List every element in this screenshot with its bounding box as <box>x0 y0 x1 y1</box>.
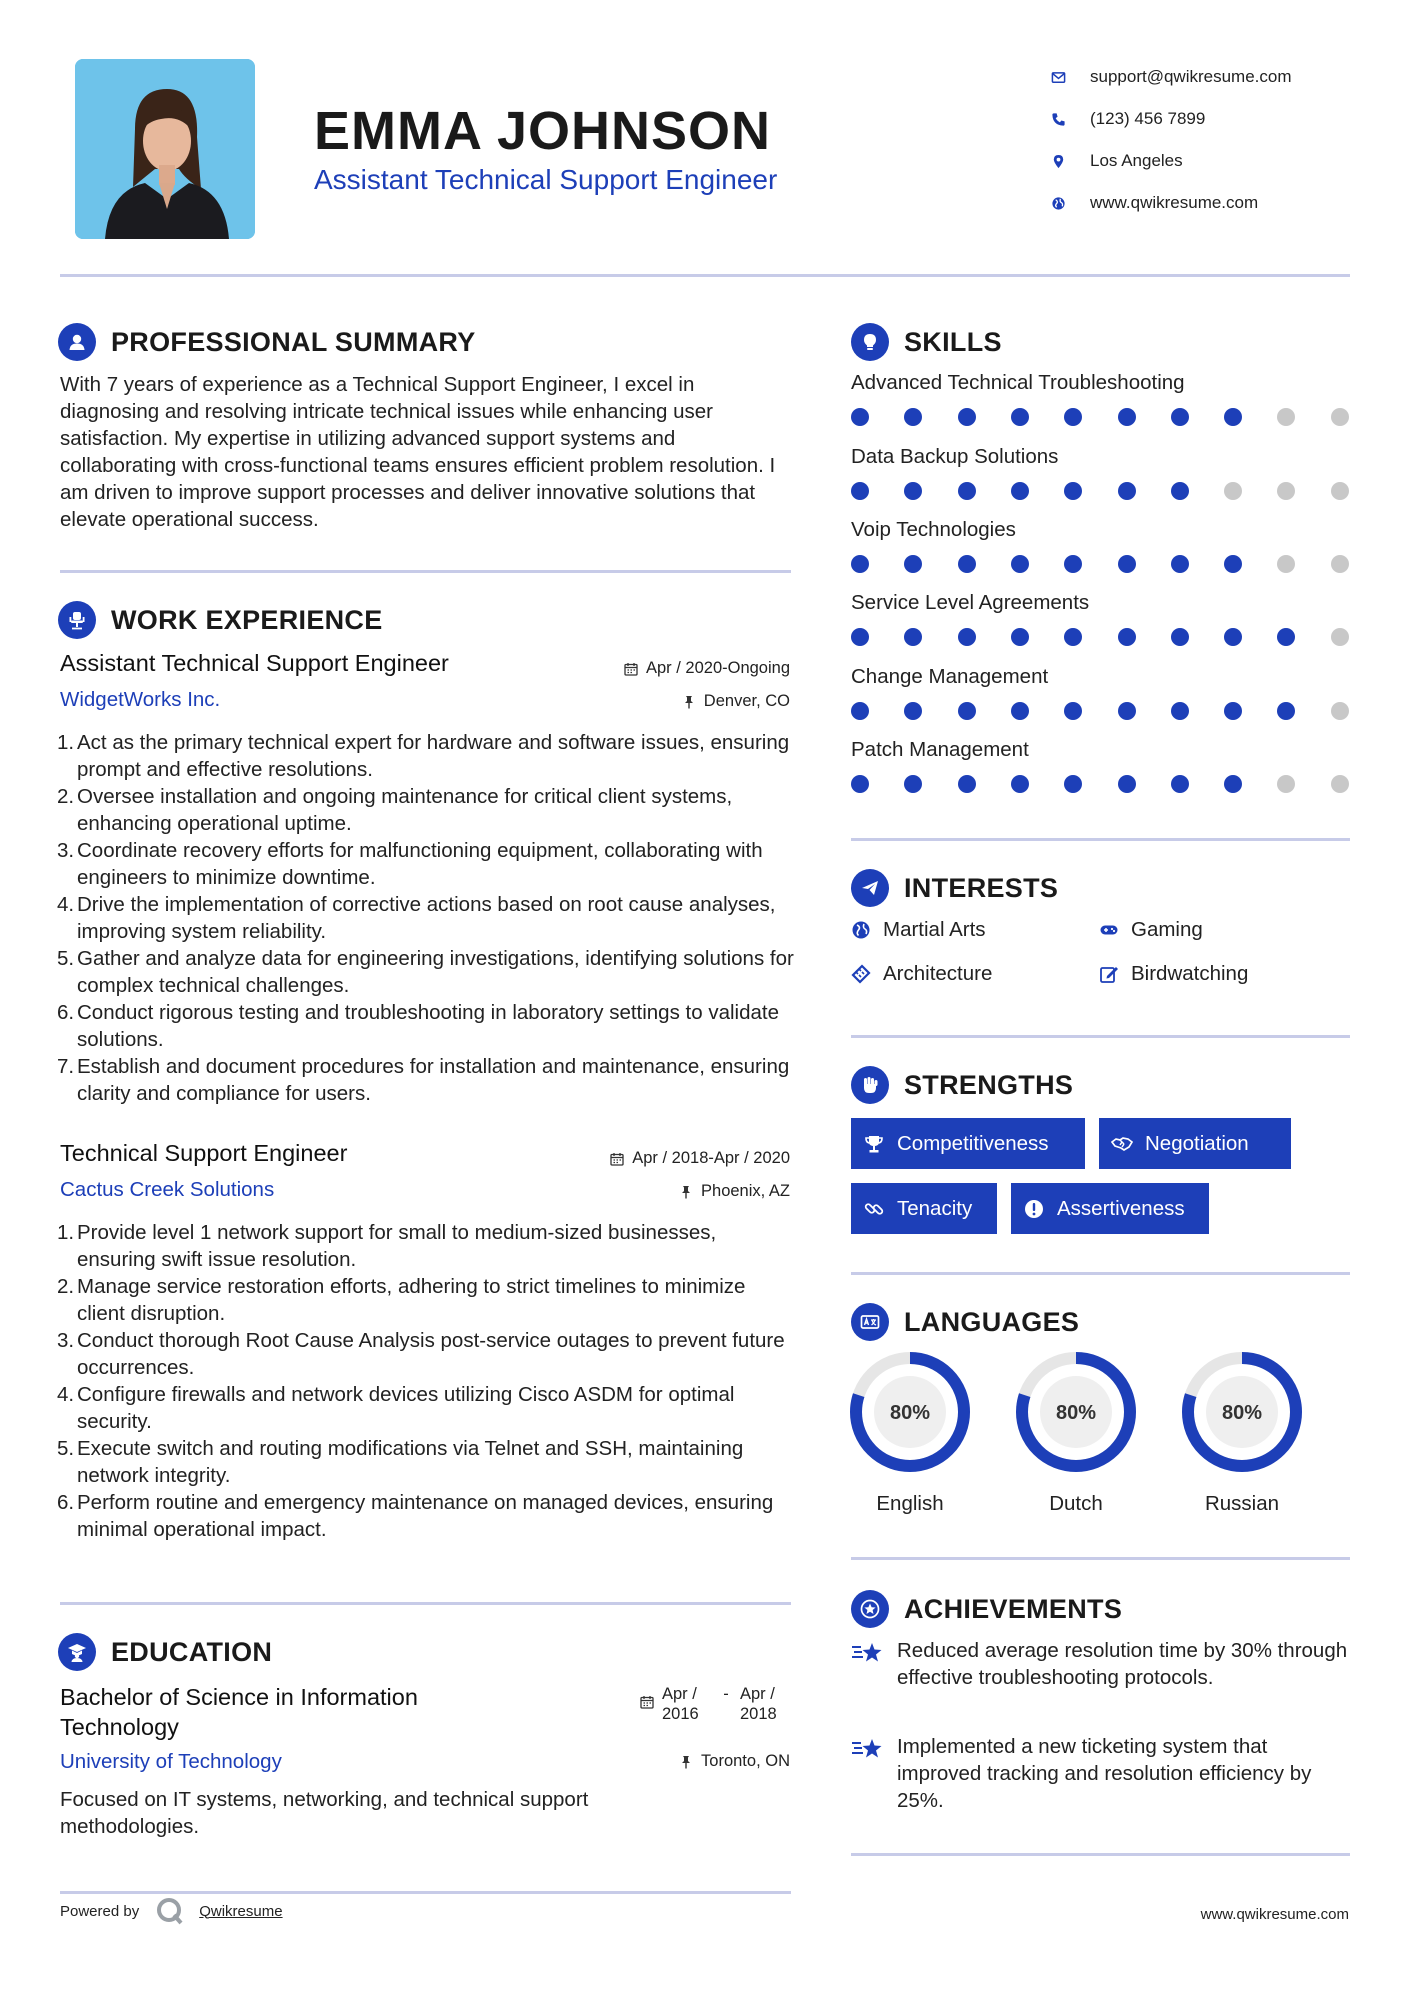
job-location <box>682 692 790 711</box>
skill-dot-filled <box>851 408 869 426</box>
skill-dot-filled <box>1118 775 1136 793</box>
footer-powered-by <box>60 1896 283 1926</box>
education-location <box>679 1752 790 1771</box>
language-percent: 80% <box>1221 1402 1263 1424</box>
language-name: Russian <box>1204 1492 1280 1515</box>
skill-dot-filled <box>1064 555 1082 573</box>
strength-label: Assertiveness <box>1057 1196 1185 1220</box>
achievement-text: Reduced average resolution time by 30% through effective troubleshooting protocols. <box>897 1639 1348 1689</box>
skill-dot-filled <box>851 775 869 793</box>
experience-title: WORK EXPERIENCE <box>111 604 383 635</box>
person-portrait-icon <box>75 59 255 239</box>
skill-dot-filled <box>1011 482 1029 500</box>
calendar-icon <box>640 1695 654 1709</box>
strength-label: Tenacity <box>897 1196 973 1220</box>
interests-title: INTERESTS <box>904 872 1059 903</box>
interest-item <box>851 962 992 986</box>
skill-dot-filled <box>1118 702 1136 720</box>
skill-dot-filled <box>958 555 976 573</box>
skill-rating <box>851 628 1351 648</box>
list-item: 5. Gather and analyze data for engineering investigations, identifying solutions for complex technical challenges. <box>57 947 794 997</box>
pushpin-icon <box>682 695 696 709</box>
skill-dot-empty <box>1331 628 1349 646</box>
skill-dot-filled <box>904 555 922 573</box>
list-item: 4. Configure firewalls and network devices utilizing Cisco ASDM for optimal security. <box>57 1383 735 1433</box>
skill-dot-filled <box>1064 628 1082 646</box>
contact-phone-text: (123) 456 7899 <box>1090 109 1206 128</box>
interests-heading <box>851 868 1058 908</box>
candidate-role: Assistant Technical Support Engineer <box>314 164 778 195</box>
skills-heading <box>851 322 1002 362</box>
skill-dot-filled <box>1171 628 1189 646</box>
education-date-start: Apr / 2016 <box>662 1685 699 1723</box>
skills-title: SKILLS <box>904 326 1002 357</box>
skill-dot-filled <box>1118 628 1136 646</box>
list-item: 4. Drive the implementation of corrective actions based on root cause analyses, improving system reliability. <box>57 893 776 943</box>
powered-by-text: Powered by <box>60 1902 140 1920</box>
job-dates-text: Apr / 2020-Ongoing <box>645 659 790 677</box>
skill-name: Voip Technologies <box>851 518 1016 541</box>
skill-dot-filled <box>851 628 869 646</box>
interests-divider <box>851 1035 1350 1038</box>
interest-item <box>851 918 986 942</box>
list-item: 6. Perform routine and emergency maintenance on managed devices, ensuring minimal operational impact. <box>57 1491 774 1541</box>
candidate-name: EMMA JOHNSON <box>314 101 772 161</box>
job-duties-list <box>57 1219 797 1543</box>
job-dates <box>624 659 790 678</box>
skill-dot-empty <box>1277 775 1295 793</box>
edit-icon <box>1099 964 1119 984</box>
skill-dot-empty <box>1277 555 1295 573</box>
language-item <box>848 1350 972 1516</box>
languages-heading <box>851 1302 1079 1342</box>
gamepad-icon <box>1099 920 1119 940</box>
calendar-icon <box>624 662 638 676</box>
strengths-heading <box>851 1065 1073 1105</box>
list-item: 1. Provide level 1 network support for small to medium-sized businesses, ensuring swift issue resolution. <box>57 1221 717 1271</box>
skill-name: Change Management <box>851 665 1049 688</box>
skill-dot-filled <box>1011 628 1029 646</box>
skill-dot-filled <box>1171 408 1189 426</box>
languages-title: LANGUAGES <box>904 1306 1080 1337</box>
language-percent: 80% <box>1055 1402 1097 1424</box>
skill-rating <box>851 482 1351 502</box>
skill-dot-filled <box>904 775 922 793</box>
skill-dot-filled <box>958 702 976 720</box>
skill-dot-filled <box>1171 482 1189 500</box>
contact-block <box>1050 56 1350 224</box>
list-item: 7. Establish and document procedures for installation and maintenance, ensuring clarity and compliance for users. <box>57 1055 790 1105</box>
globe-icon <box>1050 195 1066 211</box>
job-location-text: Phoenix, AZ <box>701 1182 790 1200</box>
language-name: English <box>876 1492 944 1515</box>
degree-title: Bachelor of Science in Information Technology <box>60 1684 418 1740</box>
list-item: 3. Coordinate recovery efforts for malfunctioning equipment, collaborating with engineers to minimize downtime. <box>57 839 763 889</box>
skill-rating <box>851 408 1351 428</box>
strength-label: Competitiveness <box>897 1131 1049 1155</box>
strength-tag <box>1099 1118 1291 1169</box>
skill-dot-filled <box>1224 408 1242 426</box>
interest-label: Gaming <box>1131 918 1203 941</box>
skill-dot-empty <box>1277 482 1295 500</box>
star-badge-icon <box>851 1590 889 1628</box>
skill-dot-empty <box>1224 482 1242 500</box>
education-date-end: Apr / 2018 <box>740 1685 777 1723</box>
language-progress-ring <box>1014 1350 1138 1474</box>
skill-dot-filled <box>904 628 922 646</box>
language-item <box>1014 1350 1138 1516</box>
skill-dot-filled <box>1011 408 1029 426</box>
strength-tag <box>1011 1183 1209 1234</box>
skill-dot-filled <box>851 482 869 500</box>
skill-dot-filled <box>1224 775 1242 793</box>
drafting-tool-icon <box>851 964 871 984</box>
skill-name: Advanced Technical Troubleshooting <box>851 371 1185 394</box>
skill-dot-filled <box>1011 555 1029 573</box>
summary-text: With 7 years of experience as a Technical Support Engineer, I excel in diagnosing and resolving intricate technical issues while enhancing user satisfaction. My expertise in utilizing advanced support systems and collaborating with cross-functional teams ensures efficient problem resolution. I am driven to improve support processes and deliver innovative solutions that elevate operational success. <box>60 373 776 531</box>
language-icon <box>851 1303 889 1341</box>
skill-name: Data Backup Solutions <box>851 445 1059 468</box>
company-name: WidgetWorks Inc. <box>60 688 221 711</box>
education-description: Focused on IT systems, networking, and technical support methodologies. <box>60 1788 589 1838</box>
profile-photo <box>75 59 255 239</box>
job-location <box>679 1182 790 1201</box>
skill-dot-filled <box>851 555 869 573</box>
list-item: 2. Oversee installation and ongoing maintenance for critical client systems, enhancing operational uptime. <box>57 785 733 835</box>
list-item: 2. Manage service restoration efforts, adhering to strict timelines to minimize client disruption. <box>57 1275 746 1325</box>
education-heading <box>58 1632 272 1672</box>
achievements-title: ACHIEVEMENTS <box>904 1593 1123 1624</box>
footer-url[interactable]: www.qwikresume.com <box>1200 1906 1349 1923</box>
skill-dot-filled <box>1064 482 1082 500</box>
job-dates <box>610 1149 790 1168</box>
achievements-heading <box>851 1589 1122 1629</box>
education-location-text: Toronto, ON <box>701 1752 790 1770</box>
skill-dot-filled <box>1011 702 1029 720</box>
shooting-star-icon <box>851 1637 897 1691</box>
interest-item <box>1099 962 1248 986</box>
languages-divider <box>851 1557 1350 1560</box>
list-item: 1. Act as the primary technical expert for hardware and software issues, ensuring prompt and effective resolutions. <box>57 731 790 781</box>
shooting-star-icon <box>851 1733 897 1814</box>
date-separator: ‑ <box>723 1685 729 1703</box>
globe-icon <box>851 920 871 940</box>
skill-dot-filled <box>958 628 976 646</box>
achievements-divider <box>851 1853 1350 1856</box>
education-title: EDUCATION <box>111 1636 273 1667</box>
skill-dot-filled <box>1277 628 1295 646</box>
skill-dot-filled <box>1171 555 1189 573</box>
school-name: University of Technology <box>60 1750 282 1773</box>
paper-plane-icon <box>851 869 889 907</box>
language-progress-ring <box>1180 1350 1304 1474</box>
handshake-icon <box>1111 1133 1133 1155</box>
achievement-text: Implemented a new ticketing system that improved tracking and resolution efficiency by 25%. <box>897 1735 1312 1812</box>
list-item: 3. Conduct thorough Root Cause Analysis post-service outages to prevent future occurrences. <box>57 1329 785 1379</box>
skill-dot-filled <box>1064 408 1082 426</box>
skill-dot-filled <box>904 702 922 720</box>
user-icon <box>58 323 96 361</box>
pushpin-icon <box>679 1185 693 1199</box>
contact-phone[interactable] <box>1050 98 1350 140</box>
job-title: Assistant Technical Support Engineer <box>60 650 449 676</box>
language-name: Dutch <box>1049 1492 1103 1515</box>
language-percent: 80% <box>889 1402 931 1424</box>
list-item: 5. Execute switch and routing modifications via Telnet and SSH, maintaining network integrity. <box>57 1437 744 1487</box>
skill-rating <box>851 775 1351 795</box>
job-dates-text: Apr / 2018-Apr / 2020 <box>632 1149 790 1167</box>
skill-dot-empty <box>1277 408 1295 426</box>
strength-tag <box>851 1118 1085 1169</box>
education-dates <box>640 1684 790 1724</box>
skill-dot-filled <box>958 482 976 500</box>
interest-label: Architecture <box>883 962 993 985</box>
envelope-icon <box>1050 69 1066 85</box>
skill-dot-empty <box>1331 555 1349 573</box>
job-title: Technical Support Engineer <box>60 1140 348 1166</box>
graduate-icon <box>58 1633 96 1671</box>
experience-divider <box>60 1602 791 1605</box>
location-pin-icon <box>1050 153 1066 169</box>
strengths-title: STRENGTHS <box>904 1069 1074 1100</box>
skill-dot-filled <box>1118 408 1136 426</box>
skill-dot-filled <box>851 702 869 720</box>
fist-icon <box>851 1066 889 1104</box>
skill-dot-filled <box>904 408 922 426</box>
skill-dot-filled <box>1277 702 1295 720</box>
qwikresume-logo-icon <box>155 1896 185 1926</box>
skill-dot-empty <box>1331 408 1349 426</box>
strength-tag <box>851 1183 997 1234</box>
interest-label: Birdwatching <box>1131 962 1249 985</box>
brand-link[interactable]: Qwikresume <box>199 1902 283 1920</box>
skill-dot-filled <box>1118 555 1136 573</box>
list-item: 6. Conduct rigorous testing and troubleshooting in laboratory settings to validate solutions. <box>57 1001 779 1051</box>
skill-dot-filled <box>1118 482 1136 500</box>
contact-location-text: Los Angeles <box>1090 151 1183 170</box>
office-chair-icon <box>58 601 96 639</box>
contact-website[interactable] <box>1050 182 1350 224</box>
summary-title: PROFESSIONAL SUMMARY <box>111 326 476 357</box>
skill-dot-filled <box>1011 775 1029 793</box>
skill-dot-empty <box>1331 702 1349 720</box>
strengths-divider <box>851 1272 1350 1275</box>
skill-dot-filled <box>1224 628 1242 646</box>
job-duties-list <box>57 729 797 1107</box>
skill-dot-filled <box>1064 775 1082 793</box>
achievement-item <box>851 1637 1351 1691</box>
skill-rating <box>851 702 1351 722</box>
header-divider <box>60 274 1350 277</box>
contact-email-text: support@qwikresume.com <box>1090 67 1292 86</box>
skill-dot-filled <box>1224 555 1242 573</box>
trophy-icon <box>863 1133 885 1155</box>
contact-location <box>1050 140 1350 182</box>
skill-dot-filled <box>904 482 922 500</box>
language-item <box>1180 1350 1304 1516</box>
skill-dot-filled <box>958 775 976 793</box>
interest-label: Martial Arts <box>883 918 986 941</box>
skill-dot-filled <box>958 408 976 426</box>
skill-dot-filled <box>1224 702 1242 720</box>
phone-icon <box>1050 111 1066 127</box>
skill-dot-filled <box>1171 702 1189 720</box>
interest-item <box>1099 918 1203 942</box>
achievement-item <box>851 1733 1351 1814</box>
skill-rating <box>851 555 1351 575</box>
job-location-text: Denver, CO <box>703 692 790 710</box>
lightbulb-icon <box>851 323 889 361</box>
education-divider <box>60 1891 791 1894</box>
contact-email[interactable] <box>1050 56 1350 98</box>
exclamation-icon <box>1023 1198 1045 1220</box>
contact-website-text: www.qwikresume.com <box>1090 193 1259 212</box>
summary-heading <box>58 322 476 362</box>
skills-divider <box>851 838 1350 841</box>
pushpin-icon <box>679 1755 693 1769</box>
link-icon <box>863 1198 885 1220</box>
skill-name: Patch Management <box>851 738 1029 761</box>
experience-heading <box>58 600 383 640</box>
summary-divider <box>60 570 791 573</box>
skill-name: Service Level Agreements <box>851 591 1090 614</box>
skill-dot-filled <box>1064 702 1082 720</box>
language-progress-ring <box>848 1350 972 1474</box>
company-name: Cactus Creek Solutions <box>60 1178 275 1201</box>
skill-dot-empty <box>1331 775 1349 793</box>
skill-dot-filled <box>1171 775 1189 793</box>
strength-label: Negotiation <box>1145 1131 1249 1155</box>
skill-dot-empty <box>1331 482 1349 500</box>
calendar-icon <box>610 1152 624 1166</box>
